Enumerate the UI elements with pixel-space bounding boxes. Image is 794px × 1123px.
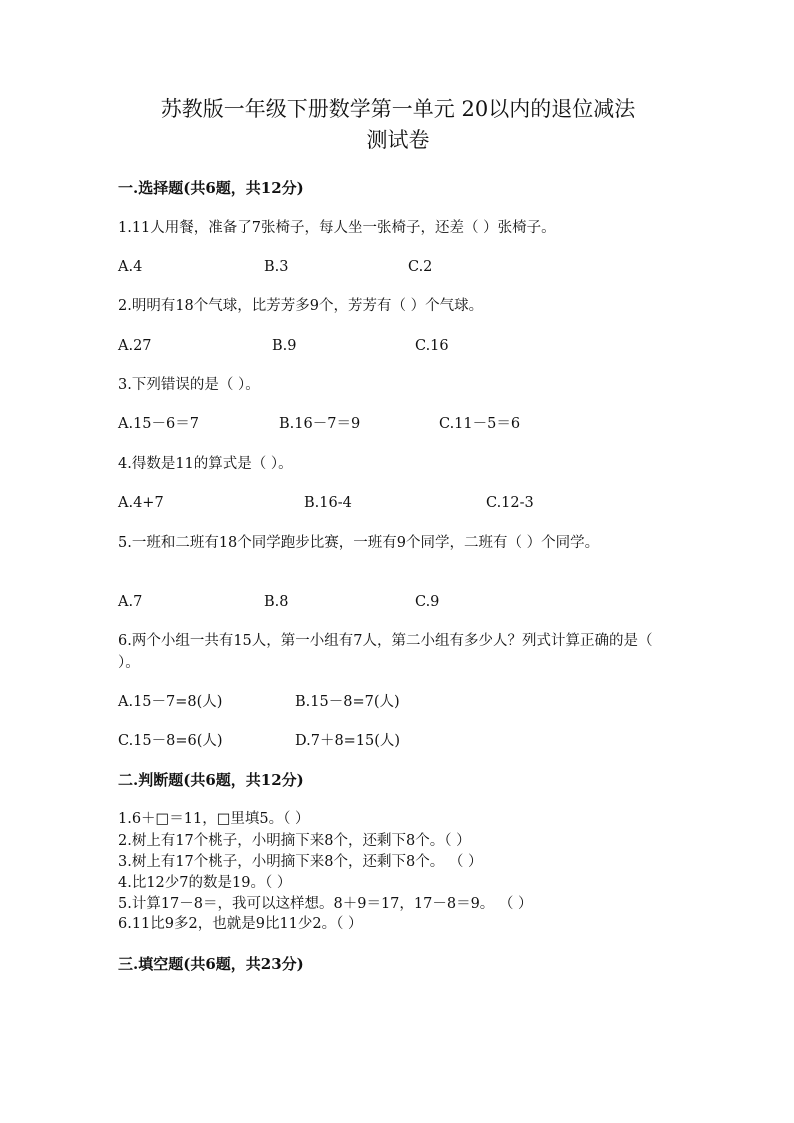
q4-option-c: C.12-3: [486, 495, 534, 511]
section-heading-judge: 二.判断题(共6题，共12分): [118, 771, 304, 789]
section-heading-fill: 三.填空题(共6题，共23分): [118, 955, 304, 973]
section-heading-choice: 一.选择题(共6题，共12分): [118, 179, 304, 197]
q2-option-a: A.27: [118, 338, 152, 354]
q2-option-b: B.9: [272, 338, 297, 354]
page-title: 苏教版一年级下册数学第一单元 20以内的退位减法: [160, 97, 636, 121]
question-2: 2.明明有18个气球，比芳芳多9个，芳芳有（ ）个气球。: [118, 298, 484, 314]
judge-item-1: 1.6＋□＝11，□里填5。（ ）: [118, 811, 310, 827]
q6-option-d: D.7＋8=15(人): [295, 733, 401, 749]
q1-option-b: B.3: [264, 259, 289, 275]
q4-option-a: A.4+7: [118, 495, 164, 511]
q6-option-a: A.15－7=8(人): [118, 694, 223, 710]
judge-item-3: 3.树上有17个桃子，小明摘下来8个，还剩下8个。 （ ）: [118, 854, 483, 870]
q3-option-b: B.16－7＝9: [279, 416, 361, 432]
page-subtitle: 测试卷: [366, 128, 430, 152]
question-4: 4.得数是11的算式是（ ）。: [118, 456, 293, 472]
q3-option-c: C.11－5＝6: [439, 416, 521, 432]
question-6: 6.两个小组一共有15人，第一小组有7人，第二小组有多少人？列式计算正确的是（ ）。: [118, 633, 653, 671]
q4-option-b: B.16-4: [304, 495, 352, 511]
q1-option-a: A.4: [118, 259, 143, 275]
q3-option-a: A.15－6＝7: [118, 416, 199, 432]
judge-item-5: 5.计算17－8＝，我可以这样想。8＋9＝17，17－8＝9。 （ ）: [118, 896, 533, 912]
judge-item-4: 4.比12少7的数是19。（ ）: [118, 875, 292, 891]
question-3: 3.下列错误的是（ ）。: [118, 377, 260, 393]
q6-option-c: C.15－8=6(人): [118, 733, 223, 749]
judge-item-2: 2.树上有17个桃子，小明摘下来8个，还剩下8个。（ ）: [118, 833, 471, 849]
q1-option-c: C.2: [408, 259, 433, 275]
q2-option-c: C.16: [415, 338, 449, 354]
question-5: 5.一班和二班有18个同学跑步比赛，一班有9个同学，二班有（ ）个同学。: [118, 535, 600, 551]
q5-option-a: A.7: [118, 594, 143, 610]
judge-item-6: 6.11比9多2，也就是9比11少2。（ ）: [118, 916, 363, 932]
q5-option-b: B.8: [264, 594, 289, 610]
q5-option-c: C.9: [415, 594, 440, 610]
q6-option-b: B.15－8=7(人): [295, 694, 400, 710]
question-1: 1.11人用餐，准备了7张椅子，每人坐一张椅子，还差（ ）张椅子。: [118, 220, 556, 236]
